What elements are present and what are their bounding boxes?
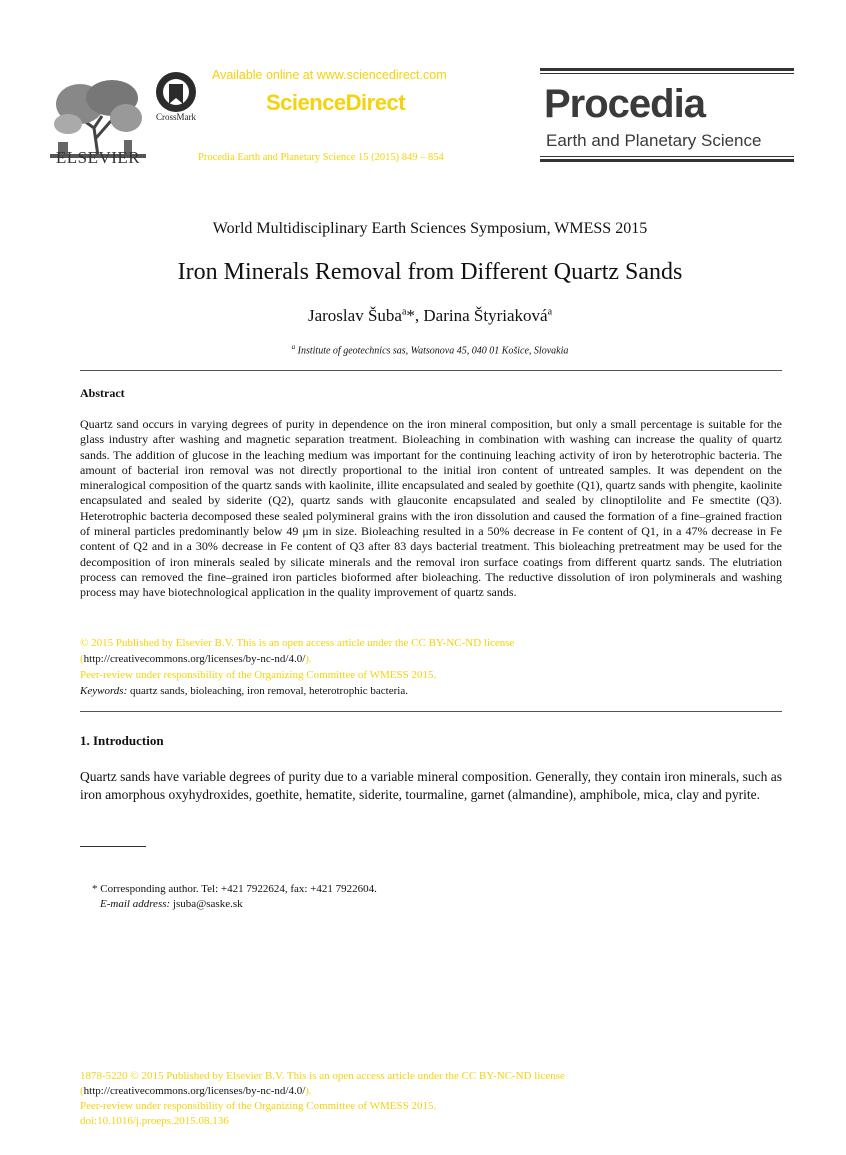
affiliation-mark: a — [291, 343, 296, 351]
author-2: *, Darina Štyriaková — [406, 306, 548, 325]
section-heading-introduction: 1. Introduction — [80, 733, 164, 748]
publisher-name: ELSEVIER — [55, 148, 141, 167]
bottom-paren-open: ( — [80, 1085, 84, 1097]
sciencedirect-logo[interactable]: ScienceDirect — [266, 90, 406, 115]
procedia-rule-top — [540, 68, 794, 71]
keywords-label: Keywords: — [80, 685, 128, 697]
bottom-license-url-line — [80, 1085, 312, 1097]
abstract-top-rule — [80, 370, 782, 371]
license-link[interactable]: http://creativecommons.org/licenses/by-nc-nd/4.0/ — [83, 653, 306, 665]
abstract-body: Quartz sand occurs in varying degrees of purity in dependence on the iron mineral composition, but only a small percentage is suitable for the glass industry after washing and magnetic separation treatment. Bioleaching in combination with washing can increase the quality of quartz sands. The addition of glucose in the leaching medium was important for the continuing leaching activity of iron by heterotrophic bacteria. The amount of bacterial iron removal was not directly proportional to the initial iron content of untreated samples. It was dependent on the mineralogical composition of the quartz sands with kaolinite, illite encapsulated and sealed by goethite (Q1), quartz sands with phengite, kaolinite encapsulated and sealed by siderite (Q2), quartz sands with glauconite encapsulated and sealed by clinoptilolite and Fe smectite (Q3). Heterotrophic bacteria decomposed these sealed polymineral grains with the iron dissolution and caused the formation of a fine–grained fraction of mineral particles predominantly below 49 μm in size. Bioleaching resulted in a 50% decrease in Fe content of Q1, in a 47% decrease in Fe content of Q2 and in a 30% decrease in Fe content of Q3 after 83 days bacterial treatment. This bioleaching pretreatment may be used for the decomposition of iron minerals sealed by silicate minerals and the removal iron surface coatings from different quartz sands. The elutriation process can removed the fine–grained iron particles bioformed after bioleaching. The reductive dissolution of iron polyminerals and washing process may have biotechnological application in the quality improvement of quartz sands. — [80, 417, 782, 600]
keywords — [80, 685, 408, 697]
email-address[interactable]: jsuba@saske.sk — [170, 898, 243, 910]
corresponding-author-note: * Corresponding author. Tel: +421 7922624, fax: +421 7922604. — [92, 883, 377, 895]
issn-license-line: 1878-5220 © 2015 Published by Elsevier B.V. This is an open access article under the CC BY-NC-ND license — [80, 1070, 565, 1082]
author-1-affiliation-mark: a — [401, 306, 407, 318]
author-list — [0, 306, 846, 326]
license-paren-open: ( — [80, 653, 84, 665]
author-1: Jaroslav Šuba — [307, 306, 402, 325]
introduction-paragraph: Quartz sands have variable degrees of purity due to a variable mineral composition. Generally, they contain iron minerals, such as iron amorphous oxyhydroxides, goethite, hematite, siderite, tourmaline, garnet (almandine), amphibole, mica, clay and pyrite. — [80, 769, 782, 802]
journal-citation: Procedia Earth and Planetary Science 15 (2015) 849 – 854 — [198, 152, 444, 163]
doi[interactable]: doi:10.1016/j.proeps.2015.08.136 — [80, 1115, 229, 1127]
author-2-affiliation-mark: a — [547, 306, 553, 318]
affiliation-text: Institute of geotechnics sas, Watsonova 45, 040 01 Košice, Slovakia — [295, 345, 569, 357]
available-online-link[interactable]: Available online at www.sciencedirect.com — [212, 68, 447, 82]
email-note — [100, 898, 243, 910]
bottom-paren-close: ). — [305, 1085, 312, 1097]
procedia-rule-bottom — [540, 159, 794, 162]
procedia-title: Procedia — [544, 82, 705, 126]
symposium-name: World Multidisciplinary Earth Sciences Symposium, WMESS 2015 — [212, 220, 648, 237]
abstract-bottom-rule — [80, 711, 782, 712]
license-statement: © 2015 Published by Elsevier B.V. This is an open access article under the CC BY-NC-ND license — [80, 637, 515, 649]
footnote-rule — [80, 846, 146, 847]
procedia-rule-top-thin — [540, 73, 794, 74]
crossmark-label: CrossMark — [156, 112, 196, 122]
procedia-rule-bottom-thin — [540, 156, 794, 157]
peer-review-statement: Peer-review under responsibility of the Organizing Committee of WMESS 2015. — [80, 669, 437, 681]
email-label: E-mail address: — [100, 898, 171, 910]
license-paren-close: ). — [305, 653, 312, 665]
bottom-license-link[interactable]: http://creativecommons.org/licenses/by-nc-nd/4.0/ — [83, 1085, 306, 1097]
license-url-line — [80, 653, 312, 665]
bottom-peer-review: Peer-review under responsibility of the Organizing Committee of WMESS 2015. — [80, 1100, 437, 1112]
keywords-list: quartz sands, bioleaching, iron removal, heterotrophic bacteria. — [127, 685, 408, 697]
procedia-subtitle: Earth and Planetary Science — [546, 131, 762, 150]
abstract-heading: Abstract — [80, 386, 125, 400]
paper-title: Iron Minerals Removal from Different Quartz Sands — [177, 259, 683, 285]
affiliation — [0, 343, 846, 356]
